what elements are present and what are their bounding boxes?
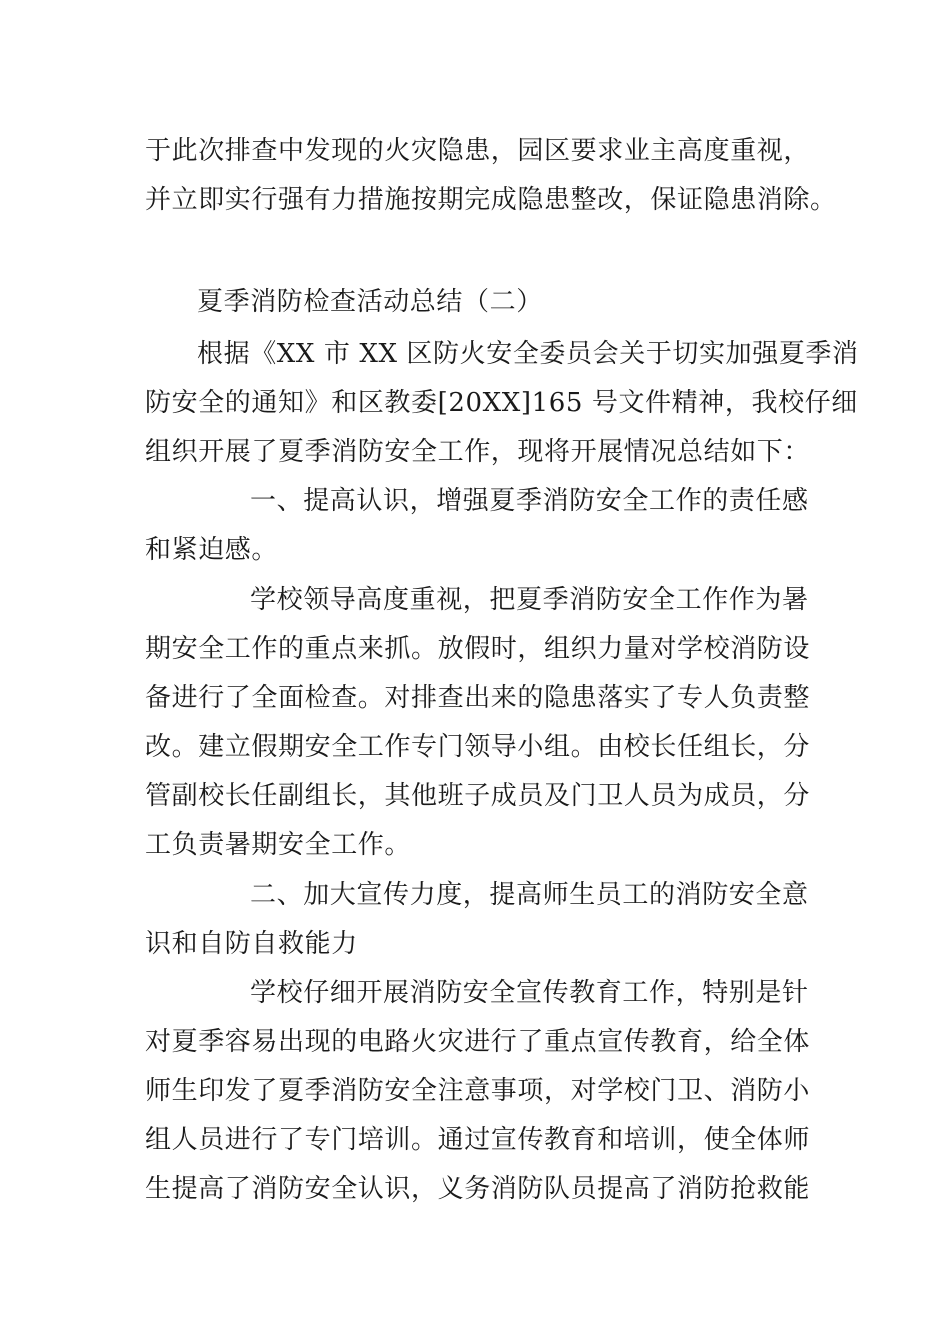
paragraph-line-14: 师生印发了夏季消防安全注意事项，对学校门卫、消防小 (145, 1076, 811, 1106)
paragraph-line-15: 组人员进行了专门培训。通过宣传教育和培训，使全体师 (145, 1125, 811, 1155)
paragraph-line-4: 防安全的通知》和区教委[20XX]165 号文件精神，我校仔细 (145, 388, 858, 418)
section-title: 夏季消防检查活动总结（二） (197, 287, 543, 317)
heading-two-continued: 识和自防自救能力 (145, 929, 358, 959)
paragraph-line-6: 学校领导高度重视，把夏季消防安全工作作为暑 (250, 585, 809, 615)
paragraph-line-5: 组织开展了夏季消防安全工作，现将开展情况总结如下： (145, 437, 811, 467)
heading-two: 二、加大宣传力度，提高师生员工的消防安全意 (250, 880, 809, 910)
paragraph-line-11: 工负责暑期安全工作。 (145, 830, 412, 860)
heading-one-continued: 和紧迫感。 (145, 535, 279, 565)
paragraph-line-1: 于此次排查中发现的火灾隐患，园区要求业主高度重视， (145, 136, 811, 166)
paragraph-line-16: 生提高了消防安全认识，义务消防队员提高了消防抢救能 (145, 1174, 811, 1204)
paragraph-line-13: 对夏季容易出现的电路火灾进行了重点宣传教育，给全体 (145, 1027, 811, 1057)
paragraph-line-10: 管副校长任副组长，其他班子成员及门卫人员为成员，分 (145, 781, 811, 811)
heading-one: 一、提高认识，增强夏季消防安全工作的责任感 (250, 486, 809, 516)
paragraph-line-12: 学校仔细开展消防安全宣传教育工作，特别是针 (250, 978, 809, 1008)
paragraph-line-8: 备进行了全面检查。对排查出来的隐患落实了专人负责整 (145, 683, 811, 713)
paragraph-line-3: 根据《XX 市 XX 区防火安全委员会关于切实加强夏季消 (197, 339, 859, 369)
paragraph-line-2: 并立即实行强有力措施按期完成隐患整改，保证隐患消除。 (145, 185, 837, 215)
paragraph-line-9: 改。建立假期安全工作专门领导小组。由校长任组长，分 (145, 732, 811, 762)
paragraph-line-7: 期安全工作的重点来抓。放假时，组织力量对学校消防设 (145, 634, 811, 664)
